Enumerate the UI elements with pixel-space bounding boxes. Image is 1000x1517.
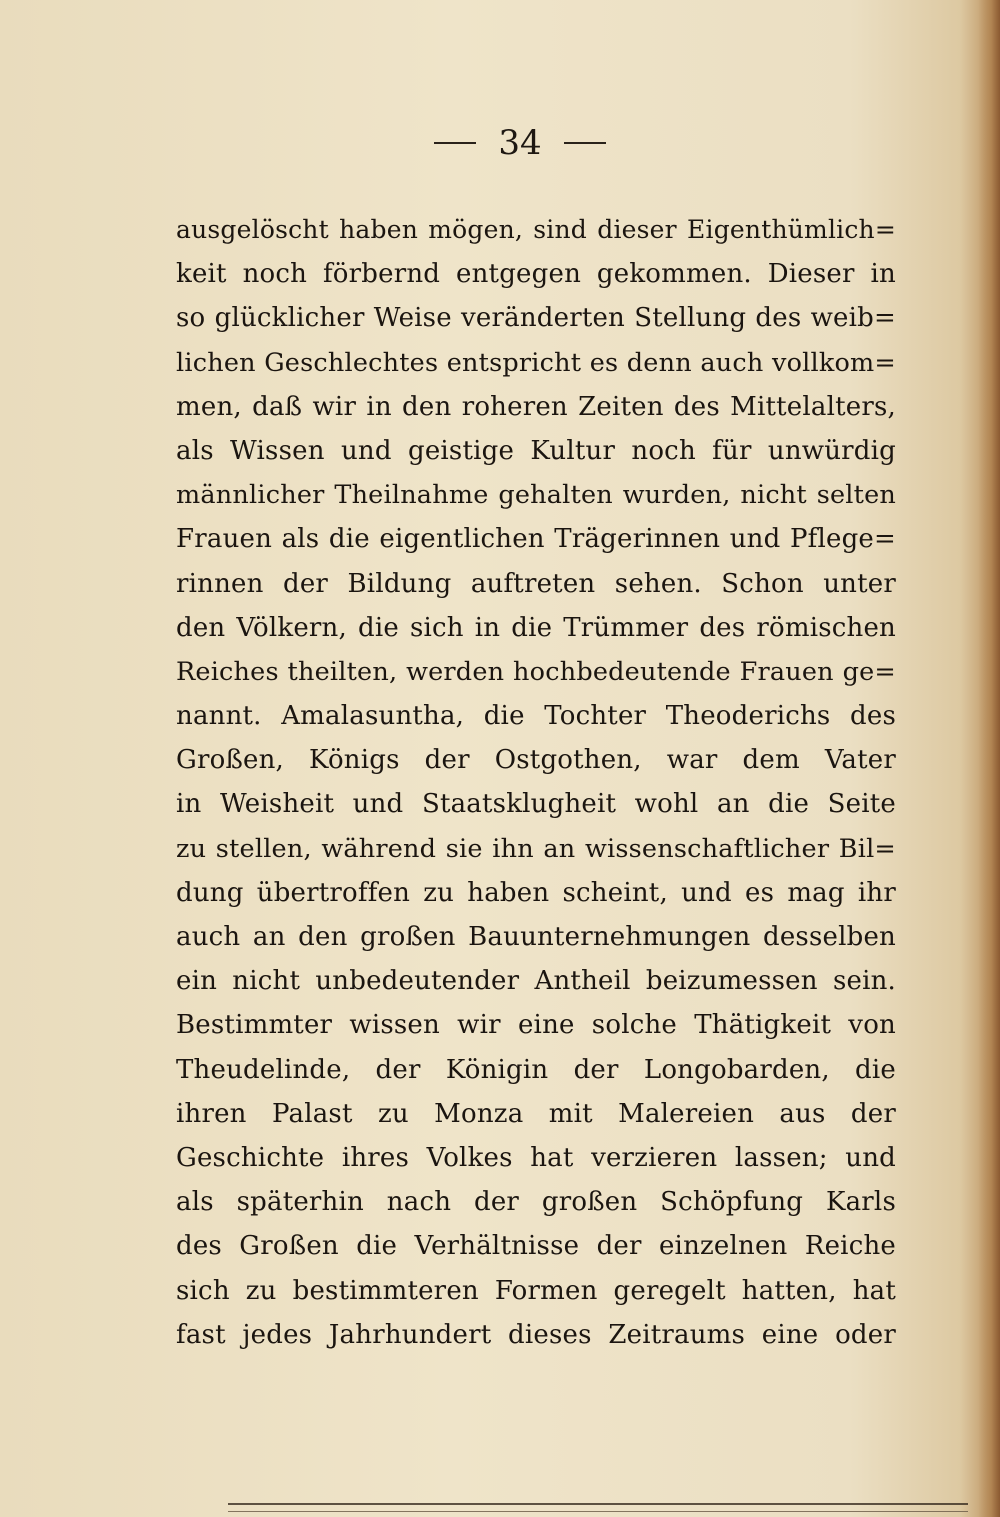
text-line: nannt. Amalasuntha, die Tochter Theoderichs des: [176, 701, 896, 732]
text-line: ein nicht unbedeutender Antheil beizumessen sein.: [176, 966, 896, 997]
page-number: 34: [498, 123, 542, 163]
text-line: in Weisheit und Staatsklugheit wohl an die Seite: [176, 789, 896, 820]
text-line: als späterhin nach der großen Schöpfung Karls: [176, 1187, 896, 1218]
body-text: [176, 208, 896, 1357]
footer-rule: [228, 1503, 968, 1512]
text-line: den Völkern, die sich in die Trümmer des römischen: [176, 612, 896, 643]
header-dash-left: [434, 142, 476, 144]
text-line: Geschichte ihres Volkes hat verzieren lassen; und: [176, 1142, 896, 1173]
text-line: zu stellen, während sie ihn an wissenschaftlicher Bil=: [176, 833, 896, 864]
header-dash-right: [564, 142, 606, 144]
text-line: auch an den großen Bauunternehmungen desselben: [176, 922, 896, 952]
text-line: Frauen als die eigentlichen Trägerinnen und Pflege=: [176, 524, 896, 555]
text-line: Theudelinde, der Königin der Longobarden, die: [176, 1054, 896, 1085]
text-line: männlicher Theilnahme gehalten wurden, nicht selten: [176, 480, 896, 511]
text-line: ausgelöscht haben mögen, sind dieser Eigenthümlich=: [176, 215, 896, 244]
text-line: des Großen die Verhältnisse der einzelnen Reiche: [176, 1231, 896, 1262]
text-line: lichen Geschlechtes entspricht es denn auch vollkom=: [176, 347, 896, 378]
text-line: fast jedes Jahrhundert dieses Zeitraums eine oder: [176, 1319, 896, 1350]
text-line: sich zu bestimmteren Formen geregelt hatten, hat: [176, 1275, 896, 1306]
page-header: [420, 118, 620, 168]
text-line: ihren Palast zu Monza mit Malereien aus der: [176, 1098, 896, 1129]
text-line: dung übertroffen zu haben scheint, und es mag ihr: [176, 877, 896, 908]
text-line: als Wissen und geistige Kultur noch für unwürdig: [176, 435, 896, 466]
page-edge-shadow: [978, 0, 1000, 1517]
text-line: rinnen der Bildung auftreten sehen. Schon unter: [176, 568, 896, 599]
text-line: Reiches theilten, werden hochbedeutende Frauen ge=: [176, 656, 896, 687]
text-line: so glücklicher Weise veränderten Stellung des weib=: [176, 303, 896, 334]
text-line: men, daß wir in den roheren Zeiten des Mittelalters,: [176, 391, 896, 422]
text-line: Großen, Königs der Ostgothen, war dem Vater: [176, 745, 896, 776]
text-line: keit noch förbernd entgegen gekommen. Dieser in: [176, 259, 896, 290]
text-line: Bestimmter wissen wir eine solche Thätigkeit von: [176, 1010, 896, 1041]
